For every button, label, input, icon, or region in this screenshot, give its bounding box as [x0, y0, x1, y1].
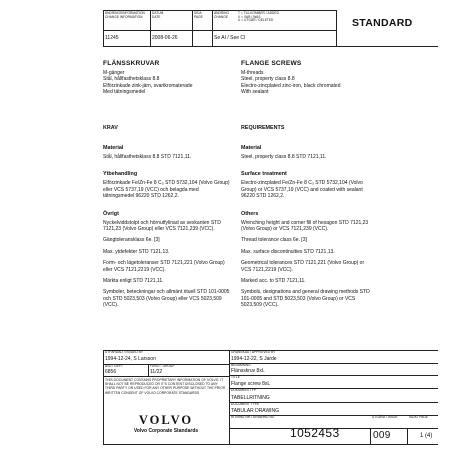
- title-sv-line: Stål, hållfasthetsklass 8.8: [103, 76, 160, 83]
- heading-krav: KRAV: [103, 125, 118, 131]
- heading-surface-treatment: Surface treatment: [241, 171, 287, 178]
- title-sv-line: Med tätningsmedel: [103, 89, 146, 96]
- issue-label: UTGÅVA / ISSUE: [372, 415, 398, 419]
- other-item-sv: Gängtoleransklass 6e. [3]: [103, 237, 160, 244]
- title-en-line: Steel, property class 8.8: [241, 76, 295, 83]
- other-item-en: Marked acc. to STD 7121,11.: [241, 278, 306, 285]
- surface-text-en: Electro-zincplated Fe/Zn-Fe 8 C₃ STD 5732,104 (Volvo Group) or VCS 5737,19 (VCC) and coated with sealant 96220 STD 1262,2.: [241, 180, 363, 200]
- other-item-sv: Nyckelviddstolpt och hörnutfylinad av sexkanten STD 7121,23 (Volvo Group) eller VCS 7121,239 (VCC).: [103, 219, 221, 233]
- other-item-sv: Symboler, beteckningar och allmänt rituell STD 101-0005 och STD 5023,503 (Volvo Group) eller VCS 5023,509 (VCC).: [103, 289, 230, 309]
- other-item-en: Geometrical tolerances STD 7121,221 (Volvo Group) or VCS 7121,2219 (VCC).: [241, 260, 365, 273]
- doctype-en-value: TABULAR DRAWING: [231, 408, 280, 414]
- approved-label: GRANSKAD / APPROVED BY: [231, 350, 276, 354]
- designation-value: Flänsskruv 8xL: [231, 368, 265, 374]
- other-item-sv: Max. ytdefekter STD 7121,13.: [103, 248, 170, 255]
- proprietary-notice: THIS DOCUMENT CONTAINS PROPRIETARY INFORMATION OF VOLVO. IT SHALL NOT BE REPRODUCED OR IT'S CONTENT DISCLOSED TO ANY THIRD PARTY OR USED FOR ANY OTHER PURPOSE WITHOUT THE PRIOR WRITTEN CONSENT OF VOLVO CORPORATE STANDARDS: [105, 378, 226, 395]
- approved-value: 1994-12-22, S Jarde: [231, 356, 277, 362]
- doctype-en-label: DOCUMENT TYPE: [231, 402, 260, 406]
- other-item-en: Max. surface discontinuities STD 7121,13.: [241, 248, 335, 255]
- drawing-number-label: RITNING NR / DRAWING NO: [231, 415, 275, 419]
- issued-by-value: 1994-12-24, S Larsson: [105, 356, 156, 362]
- change-info-label: ÄNDRINGSINFORMATION CHANGE INFORMATION: [105, 11, 145, 19]
- volvo-corporate-standards: Volvo Corporate Standards: [133, 428, 199, 434]
- heading-requirements: REQUIREMENTS: [241, 125, 285, 131]
- heading-flange-screws: FLANGE SCREWS: [241, 60, 302, 67]
- dept-value: 6856: [105, 369, 117, 375]
- dept-label: AVD / DEPT: [105, 364, 123, 368]
- surface-text-sv: Elförzinkade Fe/Zn-Fe 8 C₃ STD 5732,104 (Volvo Group) eller VCS 5737,19 (VCC) och belagda med tätningsmedel 96220 STD 1262,2.: [103, 180, 230, 200]
- other-item-en: Wrenching height and corner fill of hexagon STD 7121,23 (Volvo Group) or VCS 7121,239 (VCC).: [241, 219, 369, 233]
- change-legend: T = TILLKOMMER / ADDED V = VAR / WAS U = UTGÅR / DELETED: [238, 11, 279, 23]
- doctype-value: TABELLRITNING: [231, 395, 270, 401]
- funct-group-label: FUNCT. GROUP: [150, 364, 175, 368]
- title-english: [241, 60, 401, 96]
- heading-ovrigt: Övrigt: [103, 210, 119, 217]
- requirements-english: [241, 125, 371, 309]
- title-swedish: [103, 60, 223, 96]
- change-number: 11245: [105, 35, 119, 41]
- funct-group-value: 11/22: [150, 369, 163, 375]
- material-text-en: Steel, property class 8.8 STD 7121,11.: [241, 154, 327, 160]
- other-item-sv: Märkta enligt STD 7121,11.: [103, 278, 164, 285]
- title-en-line: M-threads: [241, 70, 264, 76]
- volvo-logo: VOLVO: [138, 413, 194, 427]
- heading-material-en: Material: [241, 145, 262, 151]
- material-text-sv: Stål, hållfasthetsklass 8.8 STD 7121,11.: [103, 154, 192, 160]
- page-number-value: 1 (4): [420, 433, 433, 439]
- issue-value: 009: [373, 430, 391, 441]
- title-en-line: Electro-zincplated zinc-iron, black chromated: [241, 82, 341, 89]
- title-en-line: With sealant: [241, 89, 269, 96]
- title-sv-line: Elförzinkade zink-järn, svartkromaterade: [103, 82, 193, 89]
- title-value: Flange screw 8xL: [231, 381, 271, 387]
- drawing-number-value: 1052453: [290, 426, 340, 440]
- heading-others: Others: [241, 210, 259, 217]
- change-text: Se AI / See CI: [214, 35, 246, 41]
- other-item-en: Symbols, designations and general drawing methods STD 101-0005 and STD 5023,503 (Volvo Group) or VCS 5023,509 (VCC).: [241, 289, 370, 309]
- change-label: ÄNDRING CHANGE: [214, 11, 230, 19]
- page-number-label: SIDA / PAGE: [409, 415, 429, 419]
- change-date: 2008-06-26: [152, 35, 178, 41]
- other-item-sv: Form- och lägetoleranser STD 7121,221 (Volvo Group) eller VCS 7121,2219 (VCC).: [103, 260, 225, 273]
- date-label: DATUM DATE: [152, 11, 164, 19]
- issued-by-label: UTFÄRDAD / ISSUED BY: [105, 350, 144, 354]
- designation-label: BENÄMNING: [231, 363, 251, 367]
- page-label: SIDA PAGE: [194, 11, 203, 19]
- other-item-en: Thread tolerance class 6e. [3]: [241, 237, 307, 244]
- title-sv-line: M-gänger: [103, 70, 125, 76]
- standard-label: STANDARD: [352, 17, 413, 29]
- requirements-swedish: [103, 125, 231, 309]
- heading-flansskruvar: FLÄNSSKRUVAR: [103, 60, 160, 67]
- title-label: TITLE: [231, 375, 240, 379]
- doctype-label: DOKUMENTTYP: [231, 388, 256, 392]
- heading-material-sv: Material: [103, 145, 124, 151]
- heading-ytbehandling: Ytbehandling: [103, 171, 138, 178]
